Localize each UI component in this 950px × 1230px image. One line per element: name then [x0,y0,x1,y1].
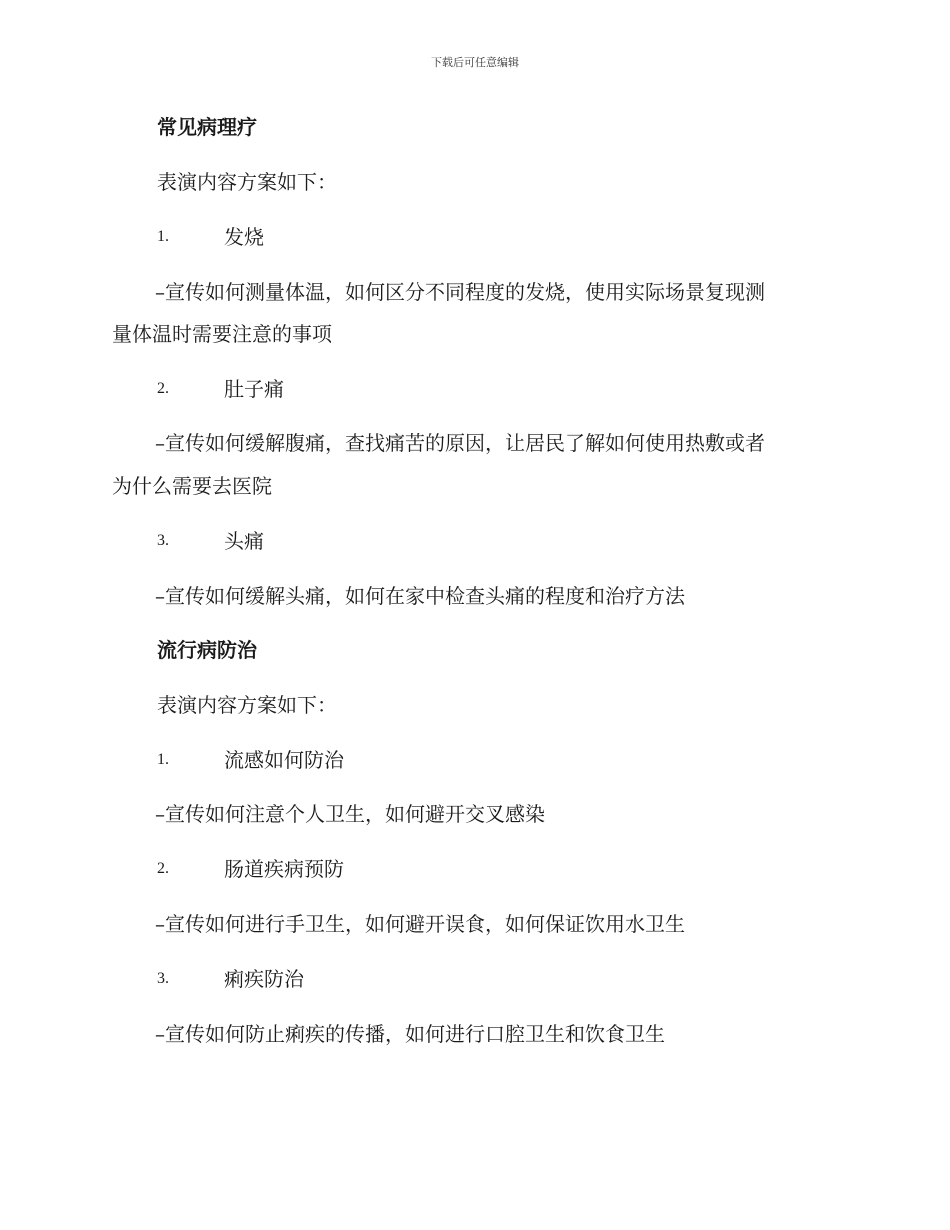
item-description: –宣传如何测量体温，如何区分不同程度的发烧，使用实际场景复现测 [155,280,765,304]
header-note: 下载后可任意编辑 [431,56,519,69]
section-intro: 表演内容方案如下： [157,170,337,194]
item-title: 痢疾防治 [224,967,304,991]
item-title: 肚子痛 [224,377,284,401]
item-description: –宣传如何注意个人卫生，如何避开交叉感染 [155,802,545,826]
item-description-continued: 为什么需要去医院 [112,474,272,498]
item-number: 3. [157,970,169,987]
item-number: 1. [157,751,169,768]
section-heading: 流行病防治 [157,638,257,662]
item-description: –宣传如何进行手卫生，如何避开误食，如何保证饮用水卫生 [155,912,685,936]
item-description: –宣传如何缓解腹痛，查找痛苦的原因，让居民了解如何使用热敷或者 [155,431,765,455]
item-title: 肠道疾病预防 [224,857,344,881]
section-heading: 常见病理疗 [157,115,257,139]
item-number: 1. [157,228,169,245]
section-intro: 表演内容方案如下： [157,693,337,717]
item-title: 流感如何防治 [224,748,344,772]
item-title: 头痛 [224,529,264,553]
item-number: 3. [157,532,169,549]
item-number: 2. [157,860,169,877]
item-description: –宣传如何缓解头痛，如何在家中检查头痛的程度和治疗方法 [155,584,685,608]
item-description: –宣传如何防止痢疾的传播，如何进行口腔卫生和饮食卫生 [155,1022,665,1046]
item-number: 2. [157,380,169,397]
item-description-continued: 量体温时需要注意的事项 [112,322,332,346]
item-title: 发烧 [224,225,264,249]
